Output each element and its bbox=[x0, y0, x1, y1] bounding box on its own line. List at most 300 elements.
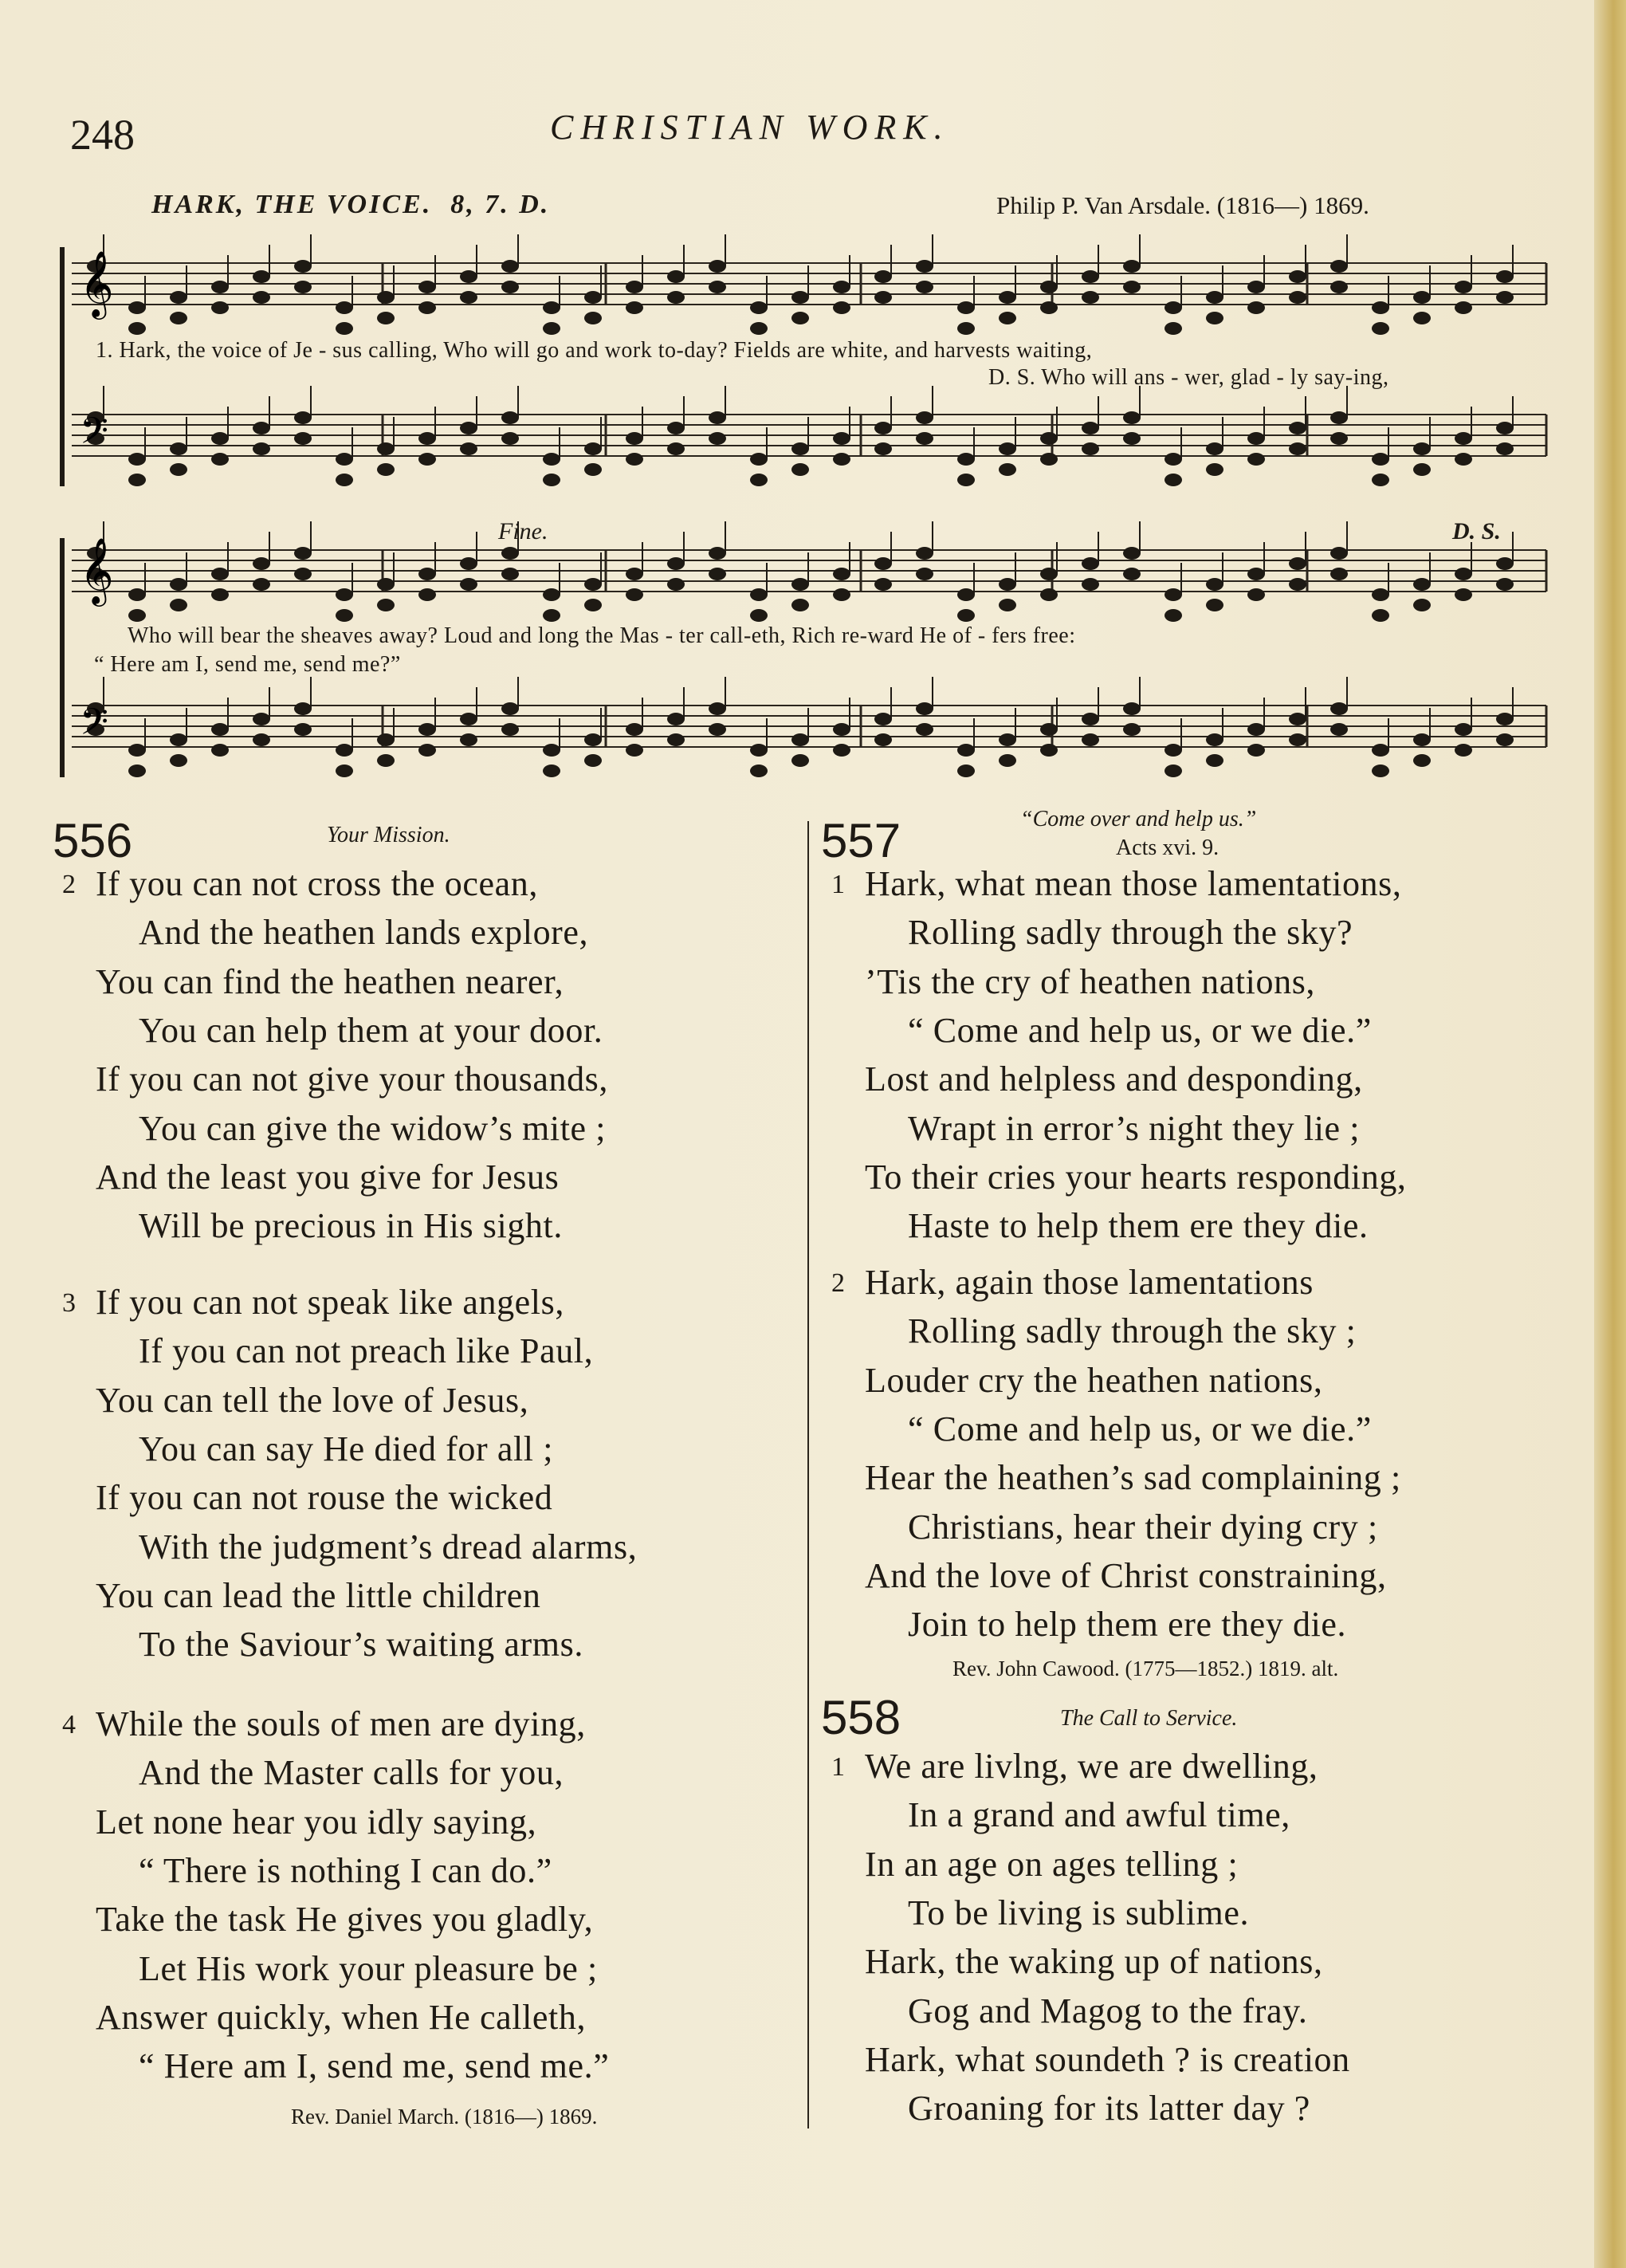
note-head bbox=[1082, 557, 1099, 570]
running-head: CHRISTIAN WORK. bbox=[550, 108, 950, 147]
hymn-556-stanza-3-number: 3 bbox=[62, 1288, 76, 1318]
note-head bbox=[626, 301, 643, 314]
note-head bbox=[1330, 702, 1348, 715]
note-head bbox=[1206, 463, 1223, 476]
hymn-556-stanza-2-line: If you can not give your thousands, bbox=[96, 1059, 608, 1099]
hymn-558-stanza-1-line: To be living is sublime. bbox=[908, 1893, 1250, 1932]
hymn-556-stanza-4-line: Let none hear you idly saying, bbox=[96, 1802, 537, 1842]
note-head bbox=[957, 453, 975, 466]
tune-line1-ds-lyric: D. S. Who will ans - wer, glad - ly say-ing, bbox=[988, 365, 1389, 390]
note-head bbox=[1082, 713, 1099, 725]
note-head bbox=[833, 281, 850, 293]
hymn-557-stanza-1-line: Hark, what mean those lamentations, bbox=[865, 864, 1402, 903]
note-head bbox=[543, 301, 560, 314]
note-head bbox=[916, 568, 933, 580]
hymn-558-stanza-1-line: We are livlng, we are dwelling, bbox=[865, 1747, 1318, 1786]
note-head bbox=[1206, 733, 1223, 746]
note-head bbox=[211, 568, 229, 580]
note-head bbox=[584, 754, 602, 767]
note-head bbox=[170, 463, 187, 476]
note-head bbox=[543, 453, 560, 466]
note-head bbox=[874, 713, 892, 725]
tune-line1-lyric: 1. Hark, the voice of Je - sus calling, Who will go and work to-day? Fields are white, and harvests waiting, bbox=[96, 338, 1093, 363]
note-head bbox=[1206, 578, 1223, 591]
note-head bbox=[957, 474, 975, 486]
note-head bbox=[1330, 411, 1348, 424]
hymn-557-stanza-2-number: 2 bbox=[831, 1268, 845, 1298]
note-head bbox=[1040, 744, 1058, 757]
note-head bbox=[791, 754, 809, 767]
note-head bbox=[1496, 291, 1514, 304]
hymn-556-stanza-2-line: You can help them at your door. bbox=[139, 1010, 603, 1050]
hymn-556-stanza-2-number: 2 bbox=[62, 870, 76, 899]
note-head bbox=[874, 422, 892, 434]
note-head bbox=[377, 599, 395, 611]
note-head bbox=[336, 322, 353, 335]
hymn-556-credit: Rev. Daniel March. (1816—) 1869. bbox=[291, 2105, 598, 2128]
note-head bbox=[750, 609, 768, 622]
note-head bbox=[253, 557, 270, 570]
hymn-557-stanza-2-line: And the love of Christ constraining, bbox=[865, 1555, 1387, 1595]
hymn-556-stanza-2-line: And the least you give for Jesus bbox=[96, 1157, 560, 1197]
tune-composer: Philip P. Van Arsdale. (1816—) 1869. bbox=[996, 191, 1369, 219]
note-head bbox=[626, 453, 643, 466]
note-head bbox=[377, 291, 395, 304]
note-head bbox=[1455, 744, 1472, 757]
note-head bbox=[1123, 723, 1141, 736]
note-head bbox=[916, 411, 933, 424]
note-head bbox=[874, 442, 892, 455]
note-head bbox=[128, 588, 146, 601]
note-head bbox=[957, 609, 975, 622]
note-head bbox=[377, 442, 395, 455]
note-head bbox=[1165, 588, 1182, 601]
note-head bbox=[874, 733, 892, 746]
bass-clef-icon: 𝄢 bbox=[80, 702, 109, 752]
note-head bbox=[1496, 557, 1514, 570]
hymn-556-stanza-3-line: With the judgment’s dread alarms, bbox=[139, 1527, 638, 1566]
note-head bbox=[1413, 599, 1431, 611]
note-head bbox=[501, 568, 519, 580]
note-head bbox=[336, 609, 353, 622]
note-head bbox=[1082, 422, 1099, 434]
note-head bbox=[916, 281, 933, 293]
note-head bbox=[1040, 432, 1058, 445]
note-head bbox=[1206, 442, 1223, 455]
hymn-557-reference: Acts xvi. 9. bbox=[1116, 835, 1220, 860]
note-head bbox=[1496, 713, 1514, 725]
hymn-556-stanza-4-line: Take the task He gives you gladly, bbox=[96, 1900, 594, 1940]
note-head bbox=[253, 713, 270, 725]
note-head bbox=[1247, 744, 1265, 757]
note-head bbox=[1123, 702, 1141, 715]
tune-line2-lyric: Who will bear the sheaves away? Loud and long the Mas - ter call-eth, Rich re-ward He of - fers free: bbox=[128, 623, 1076, 648]
note-head bbox=[584, 578, 602, 591]
note-head bbox=[418, 301, 436, 314]
note-head bbox=[709, 411, 726, 424]
note-head bbox=[253, 733, 270, 746]
note-head bbox=[833, 744, 850, 757]
note-head bbox=[543, 765, 560, 777]
note-head bbox=[1206, 599, 1223, 611]
hymn-556-number: 556 bbox=[53, 814, 133, 867]
note-head bbox=[999, 599, 1016, 611]
note-head bbox=[501, 281, 519, 293]
note-head bbox=[957, 765, 975, 777]
hymn-557-stanza-1-line: ’Tis the cry of heathen nations, bbox=[865, 961, 1316, 1001]
note-head bbox=[418, 281, 436, 293]
note-head bbox=[1247, 568, 1265, 580]
note-head bbox=[833, 568, 850, 580]
note-head bbox=[294, 547, 312, 560]
note-head bbox=[584, 463, 602, 476]
note-head bbox=[1330, 568, 1348, 580]
note-head bbox=[709, 547, 726, 560]
hymn-558-stanza-1-line: In an age on ages telling ; bbox=[865, 1844, 1239, 1884]
hymn-557-stanza-2-line: Hark, again those lamentations bbox=[865, 1263, 1314, 1302]
note-head bbox=[377, 754, 395, 767]
note-head bbox=[1040, 723, 1058, 736]
hymn-556-stanza-2-line: If you can not cross the ocean, bbox=[96, 864, 538, 903]
note-head bbox=[709, 702, 726, 715]
hymn-558-stanza-1-line: Hark, what soundeth ? is creation bbox=[865, 2039, 1350, 2079]
note-head bbox=[460, 578, 477, 591]
hymn-556-stanza-3-line: You can tell the love of Jesus, bbox=[96, 1380, 529, 1420]
note-head bbox=[211, 588, 229, 601]
note-head bbox=[128, 322, 146, 335]
note-head bbox=[501, 702, 519, 715]
note-head bbox=[501, 723, 519, 736]
note-head bbox=[1082, 270, 1099, 283]
hymn-557-stanza-1-line: Rolling sadly through the sky? bbox=[908, 913, 1353, 953]
hymn-556-stanza-3-line: You can say He died for all ; bbox=[139, 1429, 554, 1468]
note-head bbox=[1372, 322, 1389, 335]
note-head bbox=[1372, 765, 1389, 777]
tune-name: HARK, THE VOICE. bbox=[151, 190, 433, 219]
note-head bbox=[1206, 312, 1223, 324]
note-head bbox=[957, 322, 975, 335]
note-head bbox=[1455, 281, 1472, 293]
note-head bbox=[460, 557, 477, 570]
note-head bbox=[667, 733, 685, 746]
note-head bbox=[1082, 291, 1099, 304]
note-head bbox=[1165, 453, 1182, 466]
note-head bbox=[1496, 422, 1514, 434]
note-head bbox=[1082, 442, 1099, 455]
hymn-558-stanza-1-line: In a grand and awful time, bbox=[908, 1795, 1290, 1835]
hymn-556-stanza-4-line: And the Master calls for you, bbox=[139, 1753, 564, 1793]
note-head bbox=[999, 442, 1016, 455]
note-head bbox=[1165, 474, 1182, 486]
hymn-558-stanza-1-number: 1 bbox=[831, 1752, 845, 1782]
hymn-556-stanza-2-line: You can give the widow’s mite ; bbox=[139, 1108, 607, 1148]
note-head bbox=[750, 744, 768, 757]
note-head bbox=[1165, 301, 1182, 314]
note-head bbox=[791, 291, 809, 304]
tune-line2-refrain-lyric: “ Here am I, send me, send me?” bbox=[94, 652, 401, 677]
note-head bbox=[916, 547, 933, 560]
note-head bbox=[833, 301, 850, 314]
note-head bbox=[874, 578, 892, 591]
note-head bbox=[584, 442, 602, 455]
note-head bbox=[1165, 322, 1182, 335]
note-head bbox=[501, 432, 519, 445]
note-head bbox=[1123, 547, 1141, 560]
note-head bbox=[1496, 578, 1514, 591]
hymn-557-title: “Come over and help us.” bbox=[1020, 807, 1257, 831]
hymn-558-stanza-1-line: Hark, the waking up of nations, bbox=[865, 1942, 1323, 1982]
note-head bbox=[957, 588, 975, 601]
fine-mark: Fine. bbox=[498, 518, 548, 544]
hymn-558-stanza-1-line: Groaning for its latter day ? bbox=[908, 2089, 1310, 2128]
hymn-556-stanza-4-line: “ Here am I, send me, send me.” bbox=[139, 2046, 610, 2086]
staff-systems bbox=[62, 234, 1546, 777]
note-head bbox=[501, 260, 519, 273]
note-head bbox=[170, 578, 187, 591]
treble-clef-icon: 𝄞 bbox=[80, 252, 114, 316]
hymn-556-stanza-2-line: Will be precious in His sight. bbox=[139, 1206, 563, 1246]
hymn-556-stanza-3-line: If you can not speak like angels, bbox=[96, 1283, 564, 1322]
treble-clef-icon: 𝄞 bbox=[80, 539, 114, 603]
note-head bbox=[1206, 754, 1223, 767]
note-head bbox=[170, 599, 187, 611]
note-head bbox=[916, 702, 933, 715]
note-head bbox=[128, 765, 146, 777]
note-head bbox=[1040, 281, 1058, 293]
note-head bbox=[1413, 578, 1431, 591]
note-head bbox=[750, 322, 768, 335]
page-number: 248 bbox=[70, 111, 135, 159]
note-head bbox=[1455, 432, 1472, 445]
note-head bbox=[377, 733, 395, 746]
note-head bbox=[1247, 723, 1265, 736]
note-head bbox=[460, 291, 477, 304]
page-edge bbox=[1594, 0, 1626, 2268]
hymn-558-stanza-1-line: Gog and Magog to the fray. bbox=[908, 1991, 1308, 2030]
note-head bbox=[170, 733, 187, 746]
note-head bbox=[294, 432, 312, 445]
hymn-556-stanza-4-line: Let His work your pleasure be ; bbox=[139, 1948, 598, 1988]
note-head bbox=[750, 765, 768, 777]
note-head bbox=[1289, 270, 1306, 283]
note-head bbox=[1040, 568, 1058, 580]
note-head bbox=[709, 432, 726, 445]
note-head bbox=[1247, 453, 1265, 466]
note-head bbox=[128, 453, 146, 466]
note-head bbox=[418, 453, 436, 466]
note-head bbox=[1372, 301, 1389, 314]
hymn-557-stanza-2-line: Hear the heathen’s sad complaining ; bbox=[865, 1458, 1401, 1498]
note-head bbox=[1289, 578, 1306, 591]
note-head bbox=[336, 765, 353, 777]
note-head bbox=[1330, 281, 1348, 293]
note-head bbox=[336, 744, 353, 757]
note-head bbox=[1330, 723, 1348, 736]
hymn-558-title: The Call to Service. bbox=[1060, 1706, 1238, 1731]
note-head bbox=[1082, 733, 1099, 746]
note-head bbox=[170, 442, 187, 455]
note-head bbox=[1123, 568, 1141, 580]
note-head bbox=[1413, 442, 1431, 455]
note-head bbox=[667, 442, 685, 455]
note-head bbox=[626, 568, 643, 580]
note-head bbox=[253, 422, 270, 434]
hymn-556-stanza-3-line: If you can not rouse the wicked bbox=[96, 1478, 553, 1518]
note-head bbox=[1372, 453, 1389, 466]
note-head bbox=[211, 744, 229, 757]
note-head bbox=[294, 702, 312, 715]
note-head bbox=[791, 733, 809, 746]
note-head bbox=[1165, 609, 1182, 622]
note-head bbox=[626, 281, 643, 293]
note-head bbox=[128, 301, 146, 314]
note-head bbox=[1082, 578, 1099, 591]
note-head bbox=[128, 609, 146, 622]
note-head bbox=[211, 432, 229, 445]
note-head bbox=[1496, 442, 1514, 455]
note-head bbox=[1289, 733, 1306, 746]
hymn-558-number: 558 bbox=[821, 1691, 901, 1744]
hymn-557-stanza-1-line: “ Come and help us, or we die.” bbox=[908, 1010, 1372, 1050]
note-head bbox=[253, 578, 270, 591]
note-head bbox=[418, 588, 436, 601]
note-head bbox=[667, 713, 685, 725]
note-head bbox=[294, 281, 312, 293]
note-head bbox=[211, 281, 229, 293]
note-head bbox=[1496, 733, 1514, 746]
note-head bbox=[1289, 442, 1306, 455]
note-head bbox=[1040, 301, 1058, 314]
note-head bbox=[211, 453, 229, 466]
note-head bbox=[791, 442, 809, 455]
bass-clef-icon: 𝄢 bbox=[80, 411, 109, 461]
note-head bbox=[999, 578, 1016, 591]
note-head bbox=[626, 588, 643, 601]
note-head bbox=[709, 281, 726, 293]
note-head bbox=[874, 270, 892, 283]
note-head bbox=[1330, 260, 1348, 273]
note-head bbox=[1372, 609, 1389, 622]
note-head bbox=[460, 422, 477, 434]
note-head bbox=[1496, 270, 1514, 283]
note-head bbox=[750, 474, 768, 486]
note-head bbox=[294, 260, 312, 273]
note-head bbox=[667, 557, 685, 570]
note-head bbox=[999, 312, 1016, 324]
note-head bbox=[999, 733, 1016, 746]
note-head bbox=[211, 723, 229, 736]
ds-mark: D. S. bbox=[1452, 518, 1501, 544]
note-head bbox=[584, 291, 602, 304]
note-head bbox=[170, 312, 187, 324]
music-score bbox=[0, 0, 1602, 797]
note-head bbox=[916, 723, 933, 736]
note-head bbox=[294, 568, 312, 580]
note-head bbox=[957, 301, 975, 314]
note-head bbox=[1330, 547, 1348, 560]
hymn-556-title: Your Mission. bbox=[327, 823, 450, 847]
note-head bbox=[1247, 281, 1265, 293]
note-head bbox=[626, 744, 643, 757]
note-head bbox=[1413, 291, 1431, 304]
note-head bbox=[1123, 432, 1141, 445]
note-head bbox=[543, 588, 560, 601]
note-head bbox=[1455, 588, 1472, 601]
note-head bbox=[377, 463, 395, 476]
note-head bbox=[874, 557, 892, 570]
note-head bbox=[791, 578, 809, 591]
note-head bbox=[1123, 411, 1141, 424]
note-head bbox=[1289, 291, 1306, 304]
note-head bbox=[833, 588, 850, 601]
hymn-557-credit: Rev. John Cawood. (1775—1852.) 1819. alt. bbox=[952, 1657, 1339, 1680]
note-head bbox=[336, 588, 353, 601]
note-head bbox=[1123, 260, 1141, 273]
note-head bbox=[791, 312, 809, 324]
note-head bbox=[336, 301, 353, 314]
note-head bbox=[253, 291, 270, 304]
note-head bbox=[460, 442, 477, 455]
note-head bbox=[1040, 453, 1058, 466]
note-head bbox=[1372, 588, 1389, 601]
note-head bbox=[377, 312, 395, 324]
note-head bbox=[874, 291, 892, 304]
note-head bbox=[460, 733, 477, 746]
note-head bbox=[584, 599, 602, 611]
note-head bbox=[584, 312, 602, 324]
note-head bbox=[750, 301, 768, 314]
note-head bbox=[667, 291, 685, 304]
hymn-556-stanza-4-number: 4 bbox=[62, 1710, 76, 1739]
note-head bbox=[999, 463, 1016, 476]
note-head bbox=[211, 301, 229, 314]
note-head bbox=[833, 432, 850, 445]
note-head bbox=[916, 432, 933, 445]
note-head bbox=[543, 322, 560, 335]
note-head bbox=[543, 744, 560, 757]
note-head bbox=[791, 599, 809, 611]
note-head bbox=[253, 442, 270, 455]
hymn-557-stanza-1-number: 1 bbox=[831, 870, 845, 899]
note-head bbox=[750, 588, 768, 601]
note-head bbox=[1455, 723, 1472, 736]
note-head bbox=[294, 723, 312, 736]
hymn-557-stanza-1-line: Wrapt in error’s night they lie ; bbox=[908, 1108, 1361, 1148]
hymn-557-stanza-2-line: “ Come and help us, or we die.” bbox=[908, 1409, 1372, 1448]
note-head bbox=[294, 411, 312, 424]
note-head bbox=[709, 568, 726, 580]
note-head bbox=[1165, 765, 1182, 777]
note-head bbox=[501, 547, 519, 560]
note-head bbox=[418, 568, 436, 580]
note-head bbox=[418, 432, 436, 445]
note-head bbox=[1165, 744, 1182, 757]
note-head bbox=[1372, 744, 1389, 757]
hymn-557-stanza-1-line: Haste to help them ere they die. bbox=[908, 1206, 1369, 1246]
note-head bbox=[833, 453, 850, 466]
note-head bbox=[377, 578, 395, 591]
note-head bbox=[999, 754, 1016, 767]
note-head bbox=[501, 411, 519, 424]
note-head bbox=[460, 713, 477, 725]
hymn-557-stanza-2-line: Join to help them ere they die. bbox=[908, 1605, 1347, 1645]
hymn-556-stanza-4-line: “ There is nothing I can do.” bbox=[139, 1850, 552, 1890]
note-head bbox=[584, 733, 602, 746]
note-head bbox=[957, 744, 975, 757]
hymn-556-stanza-4-line: Answer quickly, when He calleth, bbox=[96, 1997, 587, 2037]
hymn-557-stanza-2-line: Christians, hear their dying cry ; bbox=[908, 1507, 1378, 1547]
note-head bbox=[170, 754, 187, 767]
